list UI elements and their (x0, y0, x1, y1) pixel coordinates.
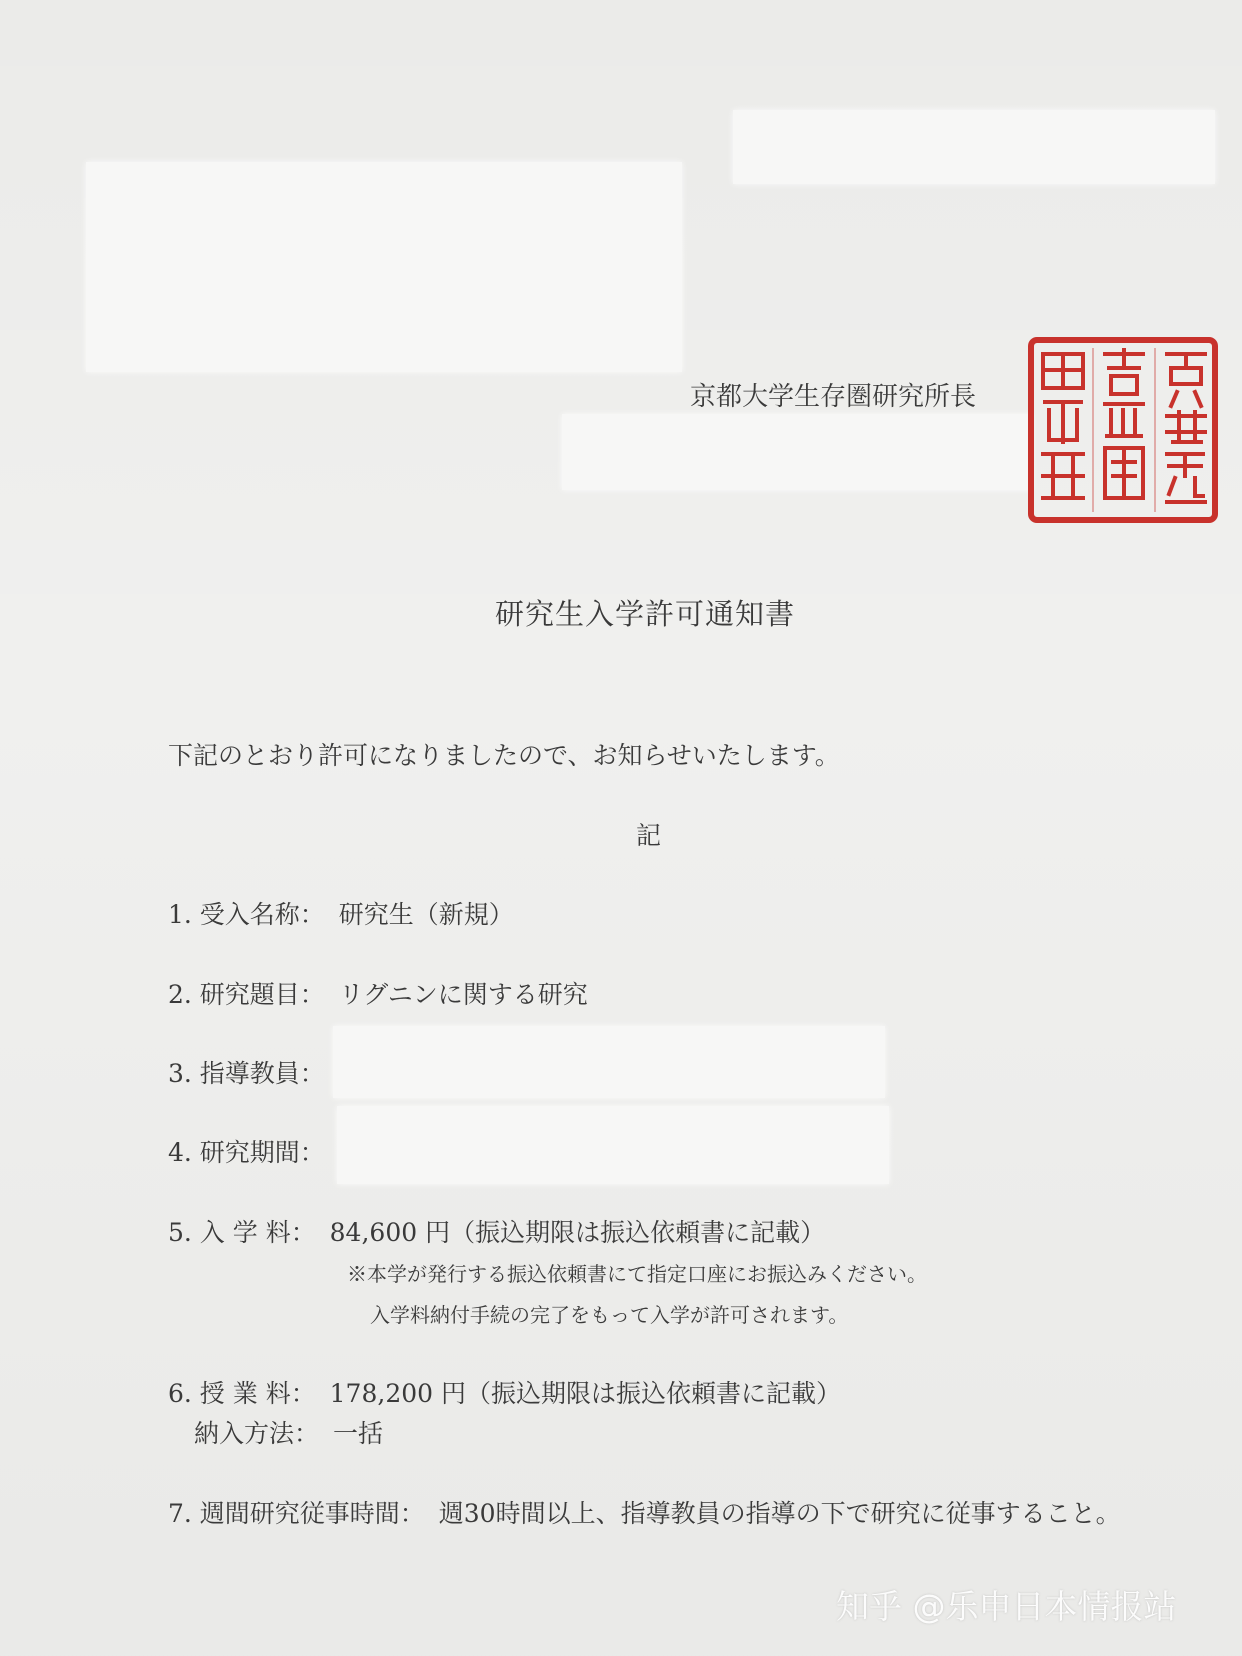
payment-method-label: 納入方法： (194, 1419, 320, 1448)
item-weekly-research-hours (168, 1501, 1121, 1526)
item-value: 研究生（新規） (338, 900, 514, 929)
item-label: 3. 指導教員： (168, 1059, 325, 1088)
item-advisor (168, 1061, 325, 1086)
redacted-area-recipient-top (733, 110, 1215, 184)
document-title: 研究生入学許可通知書 (495, 597, 796, 631)
redacted-area-period (337, 1106, 889, 1184)
item-tuition-fee (168, 1381, 841, 1406)
item-value: リグニンに関する研究 (338, 980, 588, 1009)
item-admission-type (168, 902, 514, 927)
redacted-area-director-name (562, 414, 1032, 490)
item-research-period (168, 1140, 325, 1165)
intro-text: 下記のとおり許可になりましたので、お知らせいたします。 (168, 741, 840, 770)
redacted-area-advisor (333, 1026, 885, 1098)
official-seal (1027, 336, 1219, 524)
item-label: 4. 研究期間： (168, 1138, 325, 1167)
fee-note-1: ※本学が発行する振込依頼書にて指定口座にお振込みください。 (347, 1262, 927, 1286)
item-label: 5. 入 学 料： (168, 1218, 316, 1247)
item-admission-fee (168, 1220, 825, 1245)
redacted-area-recipient (86, 162, 682, 372)
item-payment-method (194, 1421, 383, 1446)
item-label: 6. 授 業 料： (168, 1379, 316, 1408)
item-label: 2. 研究題目： (168, 980, 325, 1009)
issuer-name: 京都大学生存圏研究所長 (690, 382, 977, 412)
item-research-topic (168, 982, 588, 1007)
ki-heading: 記 (636, 821, 662, 850)
payment-method-value: 一括 (332, 1419, 383, 1448)
item-label: 7. 週間研究従事時間： (168, 1499, 425, 1528)
item-value: 178,200 円（振込期限は振込依頼書に記載） (329, 1379, 841, 1408)
fee-note-2: 入学料納付手続の完了をもって入学が許可されます。 (370, 1303, 849, 1327)
item-value: 84,600 円（振込期限は振込依頼書に記載） (329, 1218, 826, 1247)
watermark-text: 知乎 @乐申日本情报站 (836, 1587, 1177, 1626)
item-label: 1. 受入名称： (168, 900, 325, 929)
item-value: 週30時間以上、指導教員の指導の下で研究に従事すること。 (438, 1499, 1121, 1528)
